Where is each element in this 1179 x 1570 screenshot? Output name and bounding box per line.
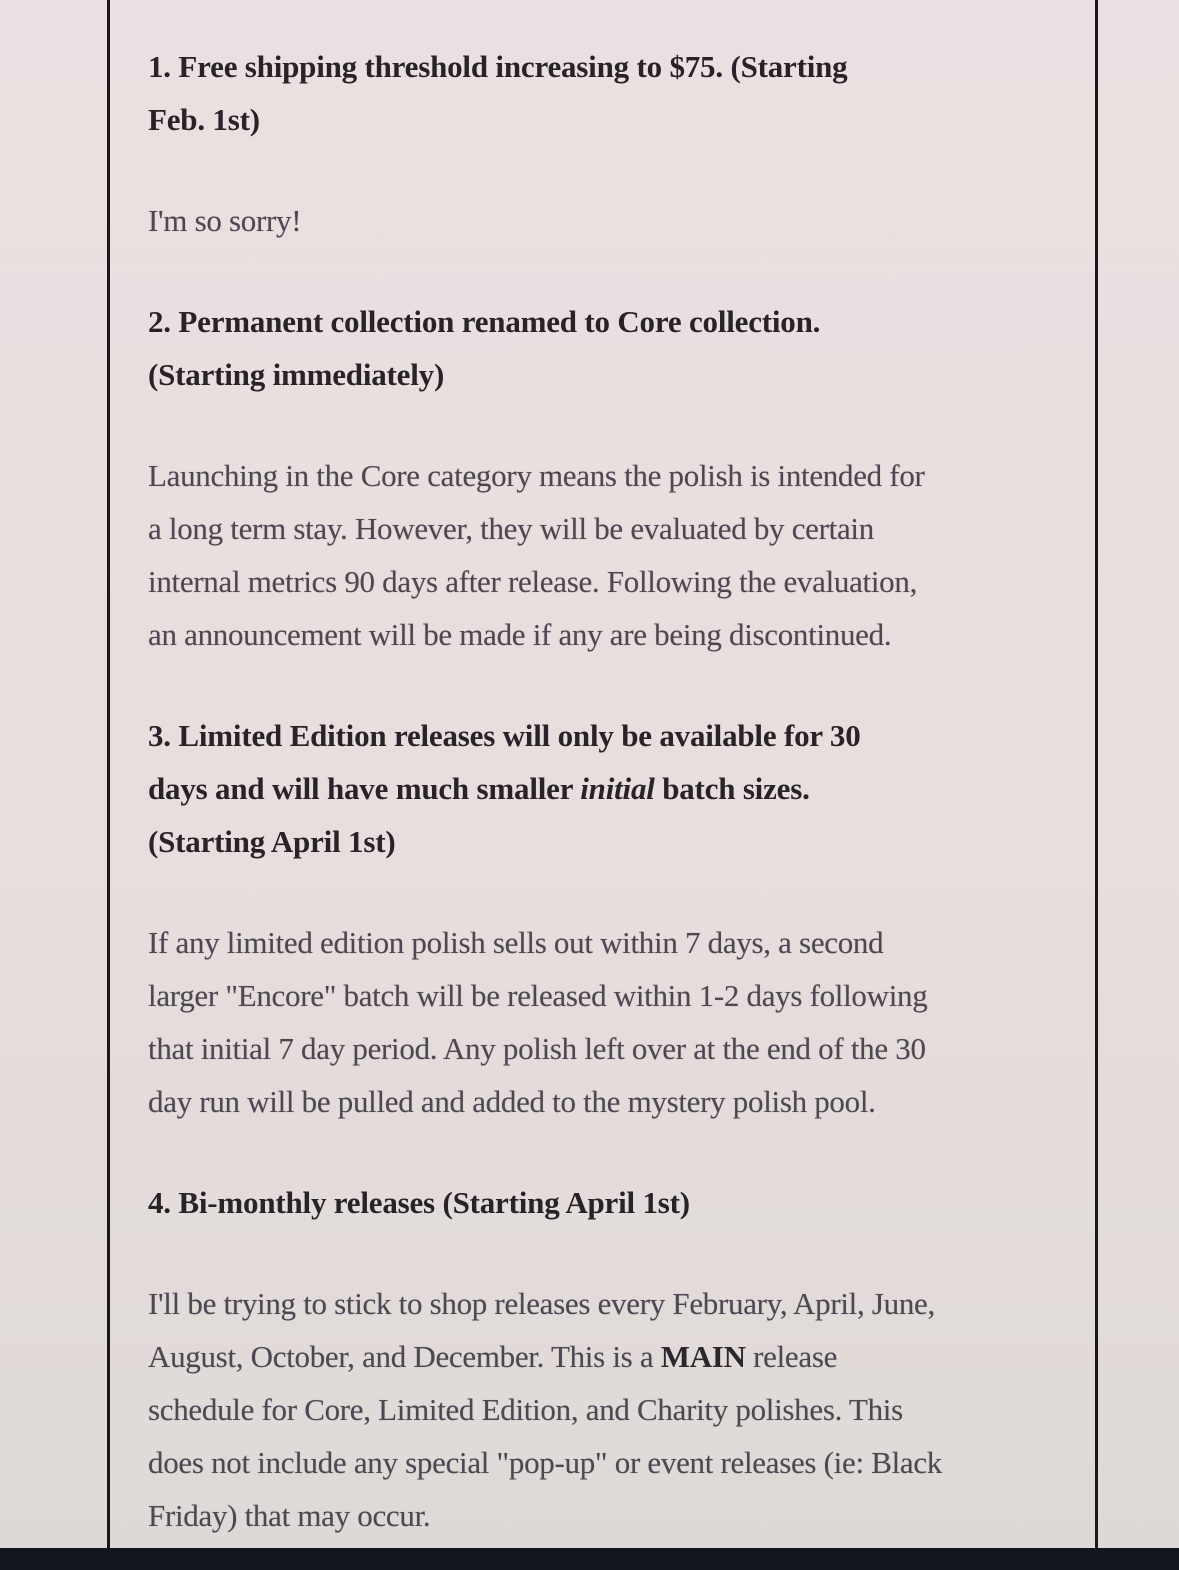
bold-word-main: MAIN xyxy=(660,1339,746,1374)
heading-line xyxy=(148,762,1071,815)
paragraph-text: release xyxy=(745,1339,838,1374)
paragraph-line: I'll be trying to stick to shop releases every February, April, June, xyxy=(148,1286,935,1321)
heading-line: 4. Bi-monthly releases (Starting April 1st) xyxy=(148,1185,690,1220)
document-frame xyxy=(107,0,1098,1548)
bottom-letterbox-bar xyxy=(0,1548,1179,1570)
paragraph-line: schedule for Core, Limited Edition, and Charity polishes. This xyxy=(148,1392,903,1427)
paragraph-line: Launching in the Core category means the polish is intended for xyxy=(148,458,925,493)
heading-text: days and will have much smaller xyxy=(148,771,581,806)
limited-edition-paragraph xyxy=(148,916,1071,1128)
paragraph-line: day run will be pulled and added to the mystery polish pool. xyxy=(148,1084,876,1119)
heading-line: 2. Permanent collection renamed to Core collection. xyxy=(148,304,821,339)
paragraph-line xyxy=(148,1330,1071,1383)
paragraph-text: August, October, and December. This is a xyxy=(148,1339,661,1374)
section-2-core-collection-heading xyxy=(148,295,1071,401)
paragraph-line: larger "Encore" batch will be released within 1-2 days following xyxy=(148,978,928,1013)
paragraph-line: internal metrics 90 days after release. Following the evaluation, xyxy=(148,564,918,599)
bimonthly-paragraph xyxy=(148,1277,1071,1542)
paragraph-line: a long term stay. However, they will be evaluated by certain xyxy=(148,511,874,546)
heading-line: (Starting April 1st) xyxy=(148,824,396,859)
heading-line: Feb. 1st) xyxy=(148,102,260,137)
heading-line: 3. Limited Edition releases will only be available for 30 xyxy=(148,718,861,753)
heading-text: batch sizes. xyxy=(654,771,810,806)
paragraph-line: does not include any special "pop-up" or event releases (ie: Black xyxy=(148,1445,943,1480)
italic-word-initial: initial xyxy=(580,771,655,806)
paragraph-line: an announcement will be made if any are being discontinued. xyxy=(148,617,892,652)
heading-line: 1. Free shipping threshold increasing to $75. (Starting xyxy=(148,49,848,84)
section-4-bimonthly-heading xyxy=(148,1176,1071,1229)
announcement-body xyxy=(110,0,1095,1542)
paragraph-line: Friday) that may occur. xyxy=(148,1498,431,1533)
heading-line: (Starting immediately) xyxy=(148,357,445,392)
section-3-limited-edition-heading xyxy=(148,709,1071,868)
core-collection-paragraph xyxy=(148,449,1071,661)
section-1-free-shipping-heading xyxy=(148,40,1071,146)
paragraph-line: If any limited edition polish sells out within 7 days, a second xyxy=(148,925,884,960)
paragraph-line: that initial 7 day period. Any polish left over at the end of the 30 xyxy=(148,1031,926,1066)
apology-paragraph xyxy=(148,194,1071,247)
paragraph-line: I'm so sorry! xyxy=(148,203,302,238)
